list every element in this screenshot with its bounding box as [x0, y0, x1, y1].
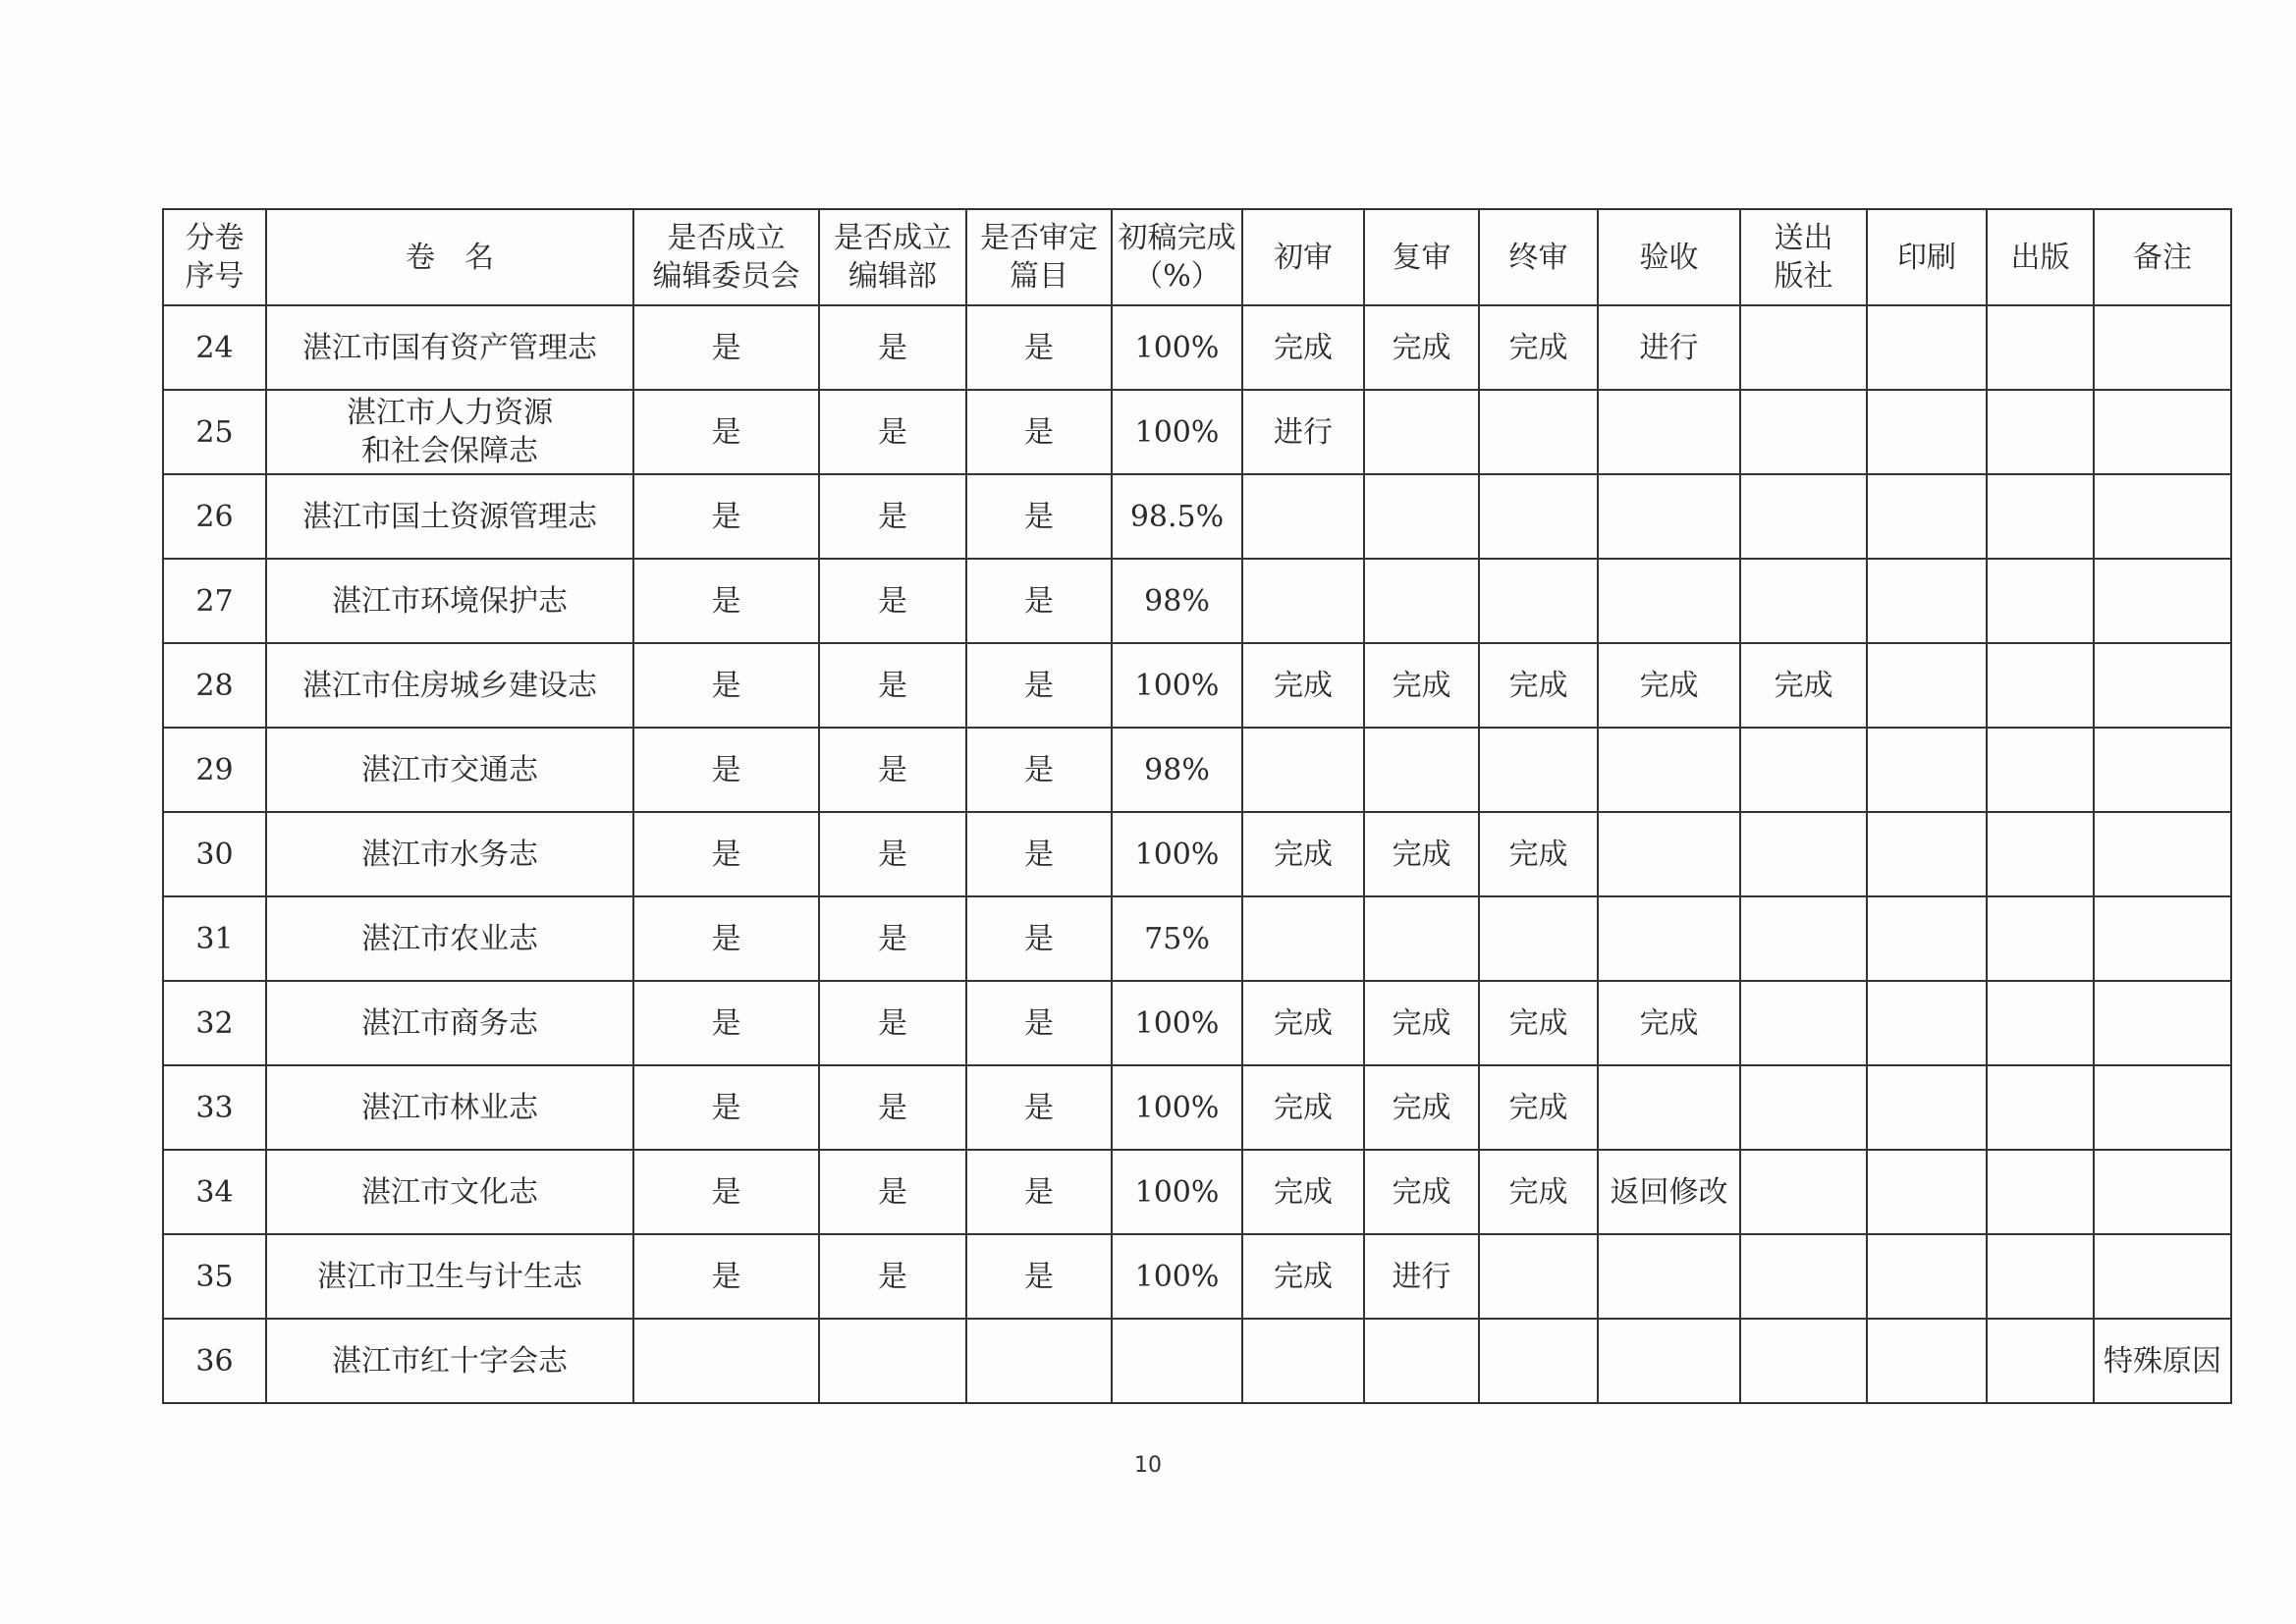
table-cell: 29 [163, 728, 266, 812]
table-cell [2094, 390, 2231, 474]
table-cell: 100% [1112, 1065, 1242, 1150]
table-row [163, 1065, 2231, 1150]
table-cell: 完成 [1364, 305, 1479, 390]
column-header-line: 终审 [1508, 240, 1568, 275]
table-cell: 湛江市林业志 [266, 1065, 633, 1150]
table-cell: 是 [633, 728, 819, 812]
table-cell [1242, 1319, 1364, 1403]
table-cell: 完成 [1242, 305, 1364, 390]
table-cell: 是 [966, 896, 1112, 981]
table-cell [1867, 728, 1987, 812]
table-cell: 是 [819, 812, 966, 896]
table-cell [1867, 474, 1987, 559]
column-header [633, 209, 819, 305]
table-cell: 100% [1112, 643, 1242, 728]
column-header-line: 编辑委员会 [652, 259, 800, 294]
table-cell: 是 [819, 559, 966, 643]
table-cell: 进行 [1598, 305, 1740, 390]
table-cell: 完成 [1242, 1234, 1364, 1319]
column-header [819, 209, 966, 305]
table-cell: 湛江市人力资源 和社会保障志 [266, 390, 633, 474]
table-cell: 30 [163, 812, 266, 896]
table-cell [1867, 559, 1987, 643]
table-cell [1867, 1234, 1987, 1319]
table-cell: 100% [1112, 1234, 1242, 1319]
table-cell: 33 [163, 1065, 266, 1150]
table-cell [1242, 559, 1364, 643]
table-cell [1987, 1234, 2094, 1319]
table-cell: 湛江市国土资源管理志 [266, 474, 633, 559]
table-row [163, 1234, 2231, 1319]
table-cell: 31 [163, 896, 266, 981]
table-cell [2094, 1150, 2231, 1234]
progress-table [162, 208, 2232, 1404]
column-header [1364, 209, 1479, 305]
table-header-row [163, 209, 2231, 305]
table-cell [1867, 643, 1987, 728]
table-cell [1364, 728, 1479, 812]
table-cell [1364, 559, 1479, 643]
table-cell [1598, 1234, 1740, 1319]
table-cell [633, 1319, 819, 1403]
column-header-line: 验收 [1639, 240, 1699, 275]
table-cell: 98.5% [1112, 474, 1242, 559]
table-cell: 完成 [1242, 1150, 1364, 1234]
table-cell: 是 [819, 981, 966, 1065]
table-cell [1987, 812, 2094, 896]
table-cell [2094, 981, 2231, 1065]
table-cell: 是 [819, 643, 966, 728]
column-header-line: 是否成立 [667, 221, 786, 255]
table-cell [1242, 896, 1364, 981]
table-cell [1242, 474, 1364, 559]
table-cell: 返回修改 [1598, 1150, 1740, 1234]
table-cell [2094, 1065, 2231, 1150]
table-cell [1598, 1319, 1740, 1403]
table-cell [1740, 896, 1867, 981]
table-cell: 98% [1112, 728, 1242, 812]
table-cell: 是 [819, 728, 966, 812]
table-cell: 是 [819, 305, 966, 390]
table-cell: 36 [163, 1319, 266, 1403]
table-cell: 湛江市水务志 [266, 812, 633, 896]
table-cell: 24 [163, 305, 266, 390]
table-cell [1740, 812, 1867, 896]
table-cell: 是 [633, 305, 819, 390]
table-cell [819, 1319, 966, 1403]
table-cell: 是 [633, 1065, 819, 1150]
table-cell [1598, 474, 1740, 559]
table-cell: 27 [163, 559, 266, 643]
table-cell: 25 [163, 390, 266, 474]
column-header-line: 印刷 [1897, 240, 1956, 275]
table-cell [1740, 981, 1867, 1065]
table-cell [1598, 1065, 1740, 1150]
table-cell: 100% [1112, 1150, 1242, 1234]
table-cell: 是 [966, 1065, 1112, 1150]
table-cell: 是 [819, 896, 966, 981]
column-header [1740, 209, 1867, 305]
table-cell: 是 [966, 981, 1112, 1065]
table-cell [1479, 896, 1598, 981]
table-row [163, 981, 2231, 1065]
table-cell: 是 [966, 390, 1112, 474]
table-cell [1364, 390, 1479, 474]
column-header-line: （%） [1133, 259, 1221, 294]
table-cell: 是 [819, 1150, 966, 1234]
column-header [966, 209, 1112, 305]
table-cell [1740, 559, 1867, 643]
table-cell [1740, 728, 1867, 812]
column-header-line: 编辑部 [848, 259, 937, 294]
table-cell [1740, 1234, 1867, 1319]
table-cell: 完成 [1364, 643, 1479, 728]
table-cell [2094, 812, 2231, 896]
table-cell: 是 [966, 559, 1112, 643]
table-cell [1987, 390, 2094, 474]
table-cell: 完成 [1479, 981, 1598, 1065]
column-header [1242, 209, 1364, 305]
table-cell: 完成 [1479, 812, 1598, 896]
table-cell [1740, 305, 1867, 390]
table-cell: 是 [966, 305, 1112, 390]
table-cell: 28 [163, 643, 266, 728]
table-cell: 是 [819, 1065, 966, 1150]
column-header [266, 209, 633, 305]
table-cell: 湛江市住房城乡建设志 [266, 643, 633, 728]
table-cell [1740, 390, 1867, 474]
table-cell: 75% [1112, 896, 1242, 981]
table-cell: 湛江市国有资产管理志 [266, 305, 633, 390]
column-header-line: 卷 名 [406, 240, 494, 275]
table-row [163, 812, 2231, 896]
table-cell: 26 [163, 474, 266, 559]
table-cell [2094, 728, 2231, 812]
table-cell: 是 [819, 390, 966, 474]
table-cell [1867, 390, 1987, 474]
table-cell: 100% [1112, 812, 1242, 896]
table-cell: 是 [633, 1234, 819, 1319]
table-cell [1479, 559, 1598, 643]
table-cell [1598, 390, 1740, 474]
table-cell: 完成 [1479, 1150, 1598, 1234]
column-header-line: 是否成立 [834, 221, 952, 255]
column-header-line: 版社 [1774, 259, 1833, 294]
table-cell [1364, 474, 1479, 559]
column-header-line: 送出 [1774, 221, 1833, 255]
table-cell [1987, 305, 2094, 390]
table-cell [1987, 474, 2094, 559]
table-cell [1479, 728, 1598, 812]
table-cell: 完成 [1364, 981, 1479, 1065]
table-cell [1364, 896, 1479, 981]
table-cell: 是 [966, 1234, 1112, 1319]
table-cell: 湛江市文化志 [266, 1150, 633, 1234]
table-cell [1364, 1319, 1479, 1403]
table-cell: 是 [633, 474, 819, 559]
column-header-line: 初稿完成 [1118, 221, 1236, 255]
table-cell: 湛江市红十字会志 [266, 1319, 633, 1403]
table-row [163, 728, 2231, 812]
column-header-line: 分卷 [185, 221, 245, 255]
table-cell [2094, 1234, 2231, 1319]
table-cell: 是 [633, 390, 819, 474]
table-cell [1987, 981, 2094, 1065]
column-header-line: 出版 [2010, 240, 2070, 275]
table-cell: 32 [163, 981, 266, 1065]
table-cell [1867, 812, 1987, 896]
table-cell: 完成 [1364, 812, 1479, 896]
table-cell: 是 [966, 812, 1112, 896]
table-cell [2094, 643, 2231, 728]
table-cell: 完成 [1479, 1065, 1598, 1150]
table-cell: 是 [633, 812, 819, 896]
column-header-line: 备注 [2133, 240, 2192, 275]
column-header [1598, 209, 1740, 305]
table-row [163, 1319, 2231, 1403]
column-header-line: 篇目 [1010, 259, 1068, 294]
column-header-line: 初审 [1274, 240, 1333, 275]
table-cell [1479, 1319, 1598, 1403]
table-cell: 进行 [1364, 1234, 1479, 1319]
table-cell: 是 [819, 474, 966, 559]
table-cell: 完成 [1364, 1065, 1479, 1150]
table-row [163, 474, 2231, 559]
table-cell [1598, 896, 1740, 981]
table-row [163, 1150, 2231, 1234]
table-cell [1479, 390, 1598, 474]
table-cell [1867, 1319, 1987, 1403]
table-cell [1987, 1319, 2094, 1403]
table-row [163, 896, 2231, 981]
table-cell: 35 [163, 1234, 266, 1319]
table-row [163, 559, 2231, 643]
column-header [1479, 209, 1598, 305]
table-cell: 湛江市卫生与计生志 [266, 1234, 633, 1319]
table-cell: 湛江市商务志 [266, 981, 633, 1065]
table-row [163, 643, 2231, 728]
table-row [163, 390, 2231, 474]
table-cell: 特殊原因 [2094, 1319, 2231, 1403]
table-cell [2094, 474, 2231, 559]
table-cell: 是 [633, 559, 819, 643]
table-cell [1740, 1319, 1867, 1403]
table-cell: 是 [966, 1150, 1112, 1234]
table-cell [1112, 1319, 1242, 1403]
table-cell [1867, 1065, 1987, 1150]
table-cell: 100% [1112, 305, 1242, 390]
column-header-line: 是否审定 [980, 221, 1098, 255]
table-cell [1987, 643, 2094, 728]
table-body [163, 305, 2231, 1403]
table-cell [1598, 812, 1740, 896]
table-cell: 100% [1112, 981, 1242, 1065]
table-cell [1867, 305, 1987, 390]
table-cell [1598, 559, 1740, 643]
table-cell: 湛江市交通志 [266, 728, 633, 812]
table-cell: 完成 [1740, 643, 1867, 728]
table-cell: 是 [633, 643, 819, 728]
column-header [2094, 209, 2231, 305]
table-cell [1987, 1150, 2094, 1234]
table-cell [1987, 728, 2094, 812]
table-cell: 是 [633, 896, 819, 981]
table-cell [1242, 728, 1364, 812]
table-cell [1987, 1065, 2094, 1150]
table-cell [2094, 559, 2231, 643]
table-cell: 是 [633, 981, 819, 1065]
table-cell [1987, 896, 2094, 981]
table-cell: 湛江市农业志 [266, 896, 633, 981]
table-cell: 是 [966, 728, 1112, 812]
table-cell [2094, 896, 2231, 981]
column-header [1987, 209, 2094, 305]
table-cell: 完成 [1242, 812, 1364, 896]
table-cell: 完成 [1598, 981, 1740, 1065]
table-cell: 完成 [1242, 643, 1364, 728]
table-cell: 是 [633, 1150, 819, 1234]
table-cell [1479, 1234, 1598, 1319]
table-row [163, 305, 2231, 390]
table-cell [1740, 474, 1867, 559]
column-header [1867, 209, 1987, 305]
table-cell: 是 [966, 643, 1112, 728]
table-cell [966, 1319, 1112, 1403]
table-cell: 是 [966, 474, 1112, 559]
table-cell: 完成 [1242, 1065, 1364, 1150]
table-cell: 完成 [1479, 643, 1598, 728]
table-cell [1740, 1065, 1867, 1150]
table-cell [1598, 728, 1740, 812]
table-cell: 是 [819, 1234, 966, 1319]
table-cell [1867, 981, 1987, 1065]
table-cell: 湛江市环境保护志 [266, 559, 633, 643]
column-header [1112, 209, 1242, 305]
column-header-line: 复审 [1392, 240, 1451, 275]
table-cell: 98% [1112, 559, 1242, 643]
table-cell: 100% [1112, 390, 1242, 474]
table-cell: 完成 [1479, 305, 1598, 390]
table-cell [1479, 474, 1598, 559]
column-header [163, 209, 266, 305]
table-cell [2094, 305, 2231, 390]
table-cell [1987, 559, 2094, 643]
table-cell [1740, 1150, 1867, 1234]
page-number: 10 [1134, 1453, 1162, 1478]
table-cell: 34 [163, 1150, 266, 1234]
table-cell: 完成 [1242, 981, 1364, 1065]
column-header-line: 序号 [185, 259, 245, 294]
table-cell: 完成 [1364, 1150, 1479, 1234]
table-cell [1867, 896, 1987, 981]
table-cell [1867, 1150, 1987, 1234]
table-cell: 进行 [1242, 390, 1364, 474]
table-cell: 完成 [1598, 643, 1740, 728]
